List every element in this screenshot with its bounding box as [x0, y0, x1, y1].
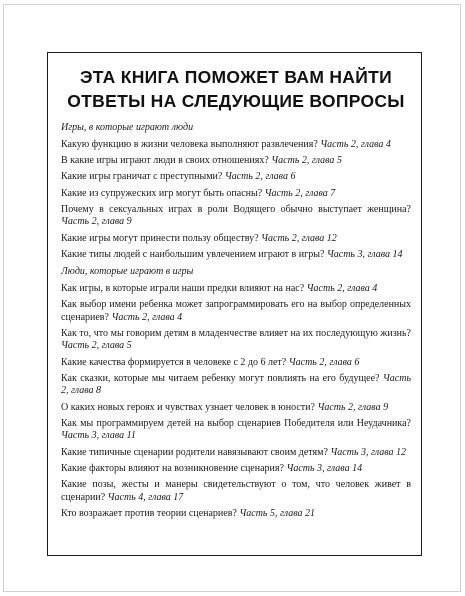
question-item	[61, 171, 411, 184]
question-text: Какую функцию в жизни человека выполняют развлечения?	[61, 139, 318, 150]
question-item	[61, 402, 411, 415]
page-title	[61, 65, 411, 113]
chapter-reference: Часть 2, глава 7	[264, 187, 336, 199]
question-text: Какие типичные сценарии родители навязывают своим детям?	[61, 446, 328, 458]
question-item	[61, 373, 411, 398]
question-item	[61, 155, 411, 168]
chapter-reference: Часть 2, глава 4	[111, 311, 183, 323]
question-text: Как сказки, которые мы читаем ребенку могут повлиять на его будущее?	[61, 372, 380, 384]
sections-container	[61, 121, 411, 520]
chapter-reference: Часть 3, глава 14	[326, 248, 403, 260]
question-item	[61, 463, 411, 476]
chapter-reference: Часть 2, глава 6	[288, 356, 360, 368]
question-text: О каких новых героях и чувствах узнает человек в юности?	[61, 401, 315, 413]
question-text: Как игры, в которые играли наши предки влияют на нас?	[61, 282, 305, 294]
section-heading: Люди, которые играют в игры	[61, 265, 194, 277]
chapter-reference: Часть 2, глава 4	[306, 282, 378, 294]
chapter-reference: Часть 2, глава 8	[61, 372, 411, 397]
chapter-reference: Часть 3, глава 14	[286, 462, 363, 474]
question-text: Какие факторы влияют на возникновение сценария?	[61, 462, 284, 474]
question-item	[61, 299, 411, 324]
question-item	[61, 188, 411, 201]
question-item	[61, 447, 411, 460]
title-line: ЭТА КНИГА ПОМОЖЕТ ВАМ НАЙТИ	[79, 67, 392, 87]
question-text: Как то, что мы говорим детям в младенчестве влияет на их последующую жизнь?	[61, 327, 411, 339]
question-item	[61, 204, 411, 229]
question-item	[61, 139, 411, 152]
title-line: ОТВЕТЫ НА СЛЕДУЮЩИЕ ВОПРОСЫ	[67, 91, 405, 111]
question-item	[61, 479, 411, 504]
question-text: В какие игры играют люди в своих отношениях?	[61, 155, 269, 167]
question-item	[61, 357, 411, 370]
chapter-reference: Часть 2, глава 9	[317, 401, 389, 413]
section-heading: Игры, в которые играют люди	[61, 122, 194, 133]
chapter-reference: Часть 4, глава 17	[107, 491, 184, 503]
chapter-reference: Часть 2, глава 12	[261, 232, 337, 244]
chapter-reference: Часть 2, глава 6	[224, 171, 296, 183]
chapter-reference: Часть 2, глава 5	[271, 155, 342, 167]
chapter-reference: Часть 2, глава 4	[320, 139, 391, 150]
question-text: Почему в сексуальных играх в роли Водящего обычно выступает женщина?	[61, 203, 411, 215]
question-text: Какие игры граничат с преступными?	[61, 171, 223, 183]
question-text: Какие позы, жесты и манеры свидетельствуют о том, что человек живет в сценарии?	[61, 478, 411, 503]
question-text: Какие игры могут принести пользу обществу?	[61, 232, 259, 244]
chapter-reference: Часть 2, глава 5	[61, 340, 132, 352]
question-text: Какие качества формируется в человеке с 2 до 6 лет?	[61, 356, 287, 368]
question-text: Какие типы людей с наибольшим увлечением играют в игры?	[61, 248, 325, 260]
question-text: Как выбор имени ребенка может запрограммировать его на выбор определенных сценариев?	[61, 299, 411, 323]
question-item	[61, 283, 411, 296]
question-item	[61, 233, 411, 246]
question-item	[61, 418, 411, 443]
question-item	[61, 249, 411, 262]
question-item	[61, 508, 411, 521]
questions-box	[47, 52, 422, 556]
question-text: Кто возражает против теории сценариев?	[61, 507, 237, 519]
chapter-reference: Часть 5, глава 21	[239, 507, 315, 519]
question-item	[61, 328, 411, 353]
chapter-reference: Часть 3, глава 11	[61, 430, 136, 442]
question-text: Какие из супружеских игр могут быть опасны?	[61, 187, 263, 199]
chapter-reference: Часть 2, глава 9	[61, 216, 132, 228]
question-text: Как мы программируем детей на выбор сценариев Победителя или Неудачника?	[61, 417, 411, 429]
chapter-reference: Часть 3, глава 12	[330, 446, 407, 458]
